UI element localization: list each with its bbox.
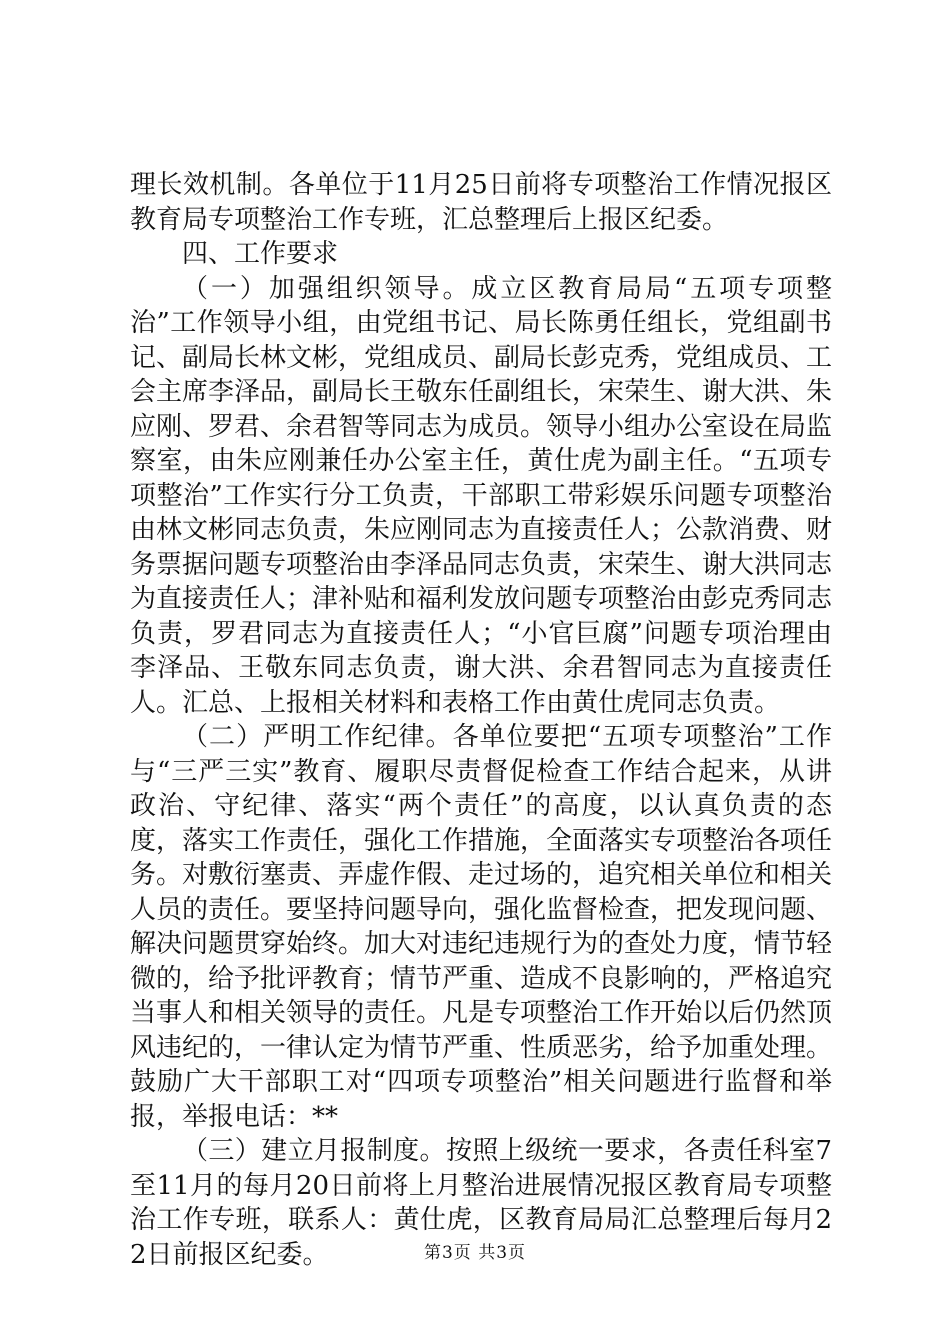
- paragraph-monthly-report: （三）建立月报制度。按照上级统一要求，各责任科室7至11月的每月20日前将上月整治进展情况报区教育局专项整治工作专班，联系人：黄仕虎，区教育局局汇总整理后每月22日前报区纪委。: [130, 1136, 832, 1270]
- paragraph-continuation: 理长效机制。各单位于11月25日前将专项整治工作情况报区教育局专项整治工作专班，汇总整理后上报区纪委。: [130, 170, 832, 235]
- section-heading-work-requirements: 四、工作要求: [182, 239, 339, 269]
- page-footer: 第3页 共3页: [423, 1243, 527, 1263]
- document-body: [130, 168, 832, 1272]
- paragraph-organization-leadership: （一）加强组织领导。成立区教育局局“五项专项整治”工作领导小组，由党组书记、局长陈勇任组长，党组副书记、副局长林文彬，党组成员、副局长彭克秀，党组成员、工会主席李泽品，副局长王敬东任副组长，宋荣生、谢大洪、朱应刚、罗君、余君智等同志为成员。领导小组办公室设在局监察室，由朱应刚兼任办公室主任，黄仕虎为副主任。“五项专项整治”工作实行分工负责，干部职工带彩娱乐问题专项整治由林文彬同志负责，朱应刚同志为直接责任人；公款消费、财务票据问题专项整治由李泽品同志负责，宋荣生、谢大洪同志为直接责任人；津补贴和福利发放问题专项整治由彭克秀同志负责，罗君同志为直接责任人；“小官巨腐”问题专项治理由李泽品、王敬东同志负责，谢大洪、余君智同志为直接责任人。汇总、上报相关材料和表格工作由黄仕虎同志负责。: [130, 273, 833, 718]
- paragraph-work-discipline: （二）严明工作纪律。各单位要把“五项专项整治”工作与“三严三实”教育、履职尽责督促检查工作结合起来，从讲政治、守纪律、落实“两个责任”的高度，以认真负责的态度，落实工作责任，强化工作措施，全面落实专项整治各项任务。对敷衍塞责、弄虚作假、走过场的，追究相关单位和相关人员的责任。要坚持问题导向，强化监督检查，把发现问题、解决问题贯穿始终。加大对违纪违规行为的查处力度，情节轻微的，给予批评教育；情节严重、造成不良影响的，严格追究当事人和相关领导的责任。凡是专项整治工作开始以后仍然顶风违纪的，一律认定为情节严重、性质恶劣，给予加重处理。鼓励广大干部职工对“四项专项整治”相关问题进行监督和举报，举报电话：**: [130, 722, 833, 1132]
